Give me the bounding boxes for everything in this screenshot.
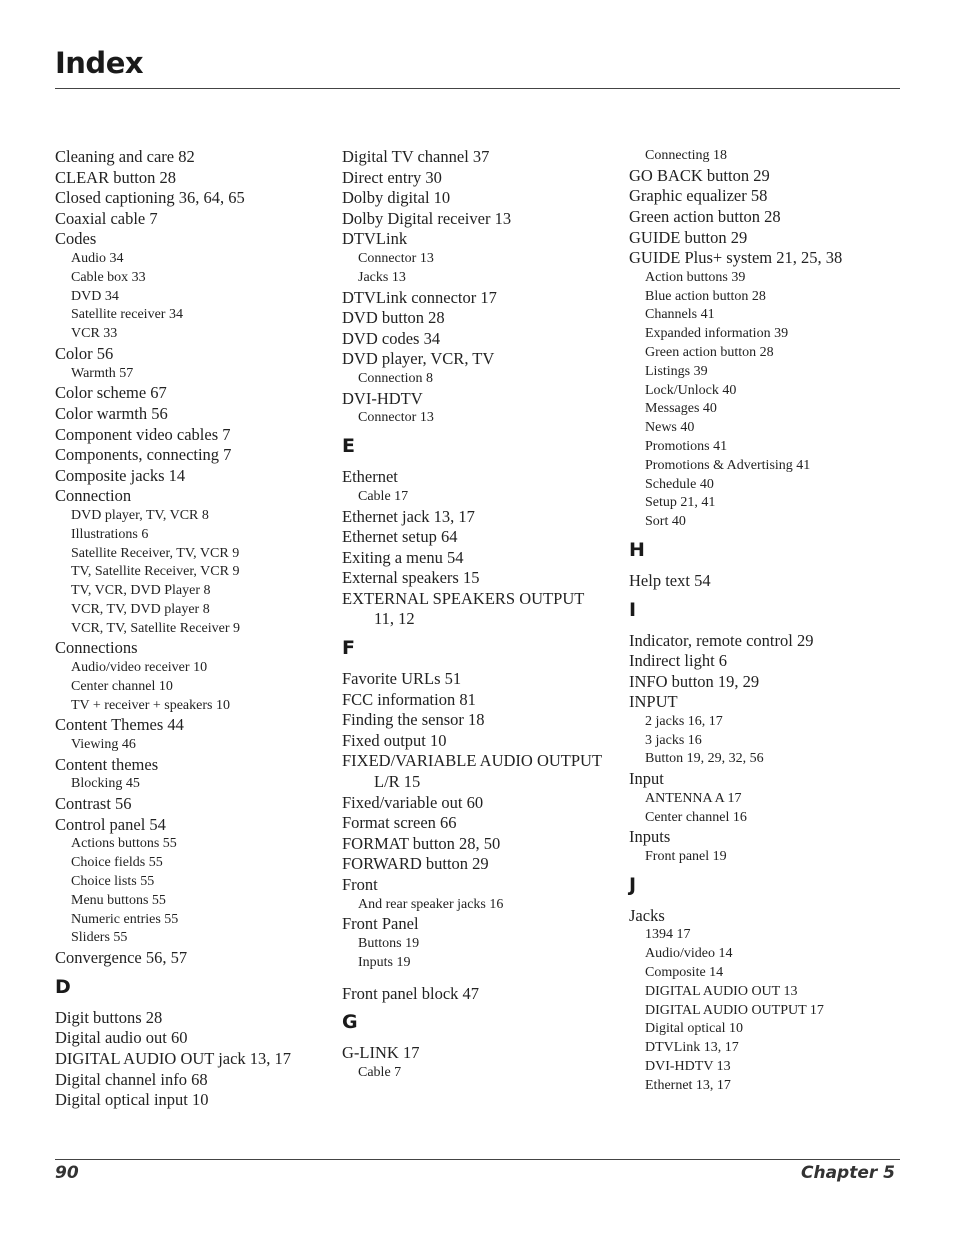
index-subentry: Messages 40 — [645, 401, 717, 417]
index-entry: FORWARD button 29 — [342, 854, 489, 874]
index-entry: Digital TV channel 37 — [342, 147, 490, 166]
index-subentry: Cable 17 — [358, 488, 409, 504]
index-entry: Ethernet — [342, 467, 398, 487]
index-entry: INFO button 19, 29 — [629, 671, 760, 691]
index-subentry: VCR 33 — [71, 326, 118, 342]
index-subentry: VCR, TV, Satellite Receiver 9 — [71, 620, 241, 636]
index-subentry: Center channel 10 — [71, 678, 173, 694]
index-entry: Dolby digital 10 — [342, 188, 451, 208]
index-entry: Format screen 66 — [342, 813, 457, 833]
index-subentry: DIGITAL AUDIO OUT 13 — [645, 983, 798, 999]
index-subentry: DVD 34 — [71, 288, 119, 304]
index-entry: FCC information 81 — [342, 689, 476, 709]
index-column-2 — [342, 147, 624, 1083]
index-entry: Content themes — [55, 754, 159, 774]
section-letter: E — [342, 435, 355, 458]
section-letter: H — [629, 538, 645, 561]
index-subentry: TV, Satellite Receiver, VCR 9 — [71, 564, 240, 580]
index-entry: EXTERNAL SPEAKERS OUTPUT — [342, 588, 585, 608]
index-entry: GUIDE button 29 — [629, 227, 748, 247]
index-entry: Digital optical input 10 — [55, 1090, 209, 1110]
index-entry: Inputs — [629, 827, 671, 847]
index-entry: Content Themes 44 — [55, 715, 184, 735]
index-subentry: Viewing 46 — [71, 737, 136, 753]
index-subentry: Connector 13 — [358, 250, 434, 266]
index-entry: DTVLink connector 17 — [342, 287, 497, 307]
index-entry: Green action button 28 — [629, 206, 781, 226]
index-subentry: Choice lists 55 — [71, 874, 155, 890]
index-entry: Indicator, remote control 29 — [629, 630, 814, 650]
index-subentry: Numeric entries 55 — [71, 911, 179, 927]
index-entry: Help text 54 — [629, 570, 711, 590]
index-subentry: Audio/video 14 — [645, 946, 733, 962]
index-subentry: Front panel 19 — [645, 849, 727, 865]
index-subentry: Channels 41 — [645, 307, 715, 323]
index-subentry: Audio 34 — [71, 250, 124, 266]
index-subentry: Cable 7 — [358, 1064, 402, 1080]
index-entry: Input — [629, 769, 664, 789]
index-entry: Coaxial cable 7 — [55, 208, 158, 228]
index-entry: Front panel block 47 — [342, 983, 480, 1003]
index-entry: Component video cables 7 — [55, 424, 231, 444]
index-entry: Indirect light 6 — [629, 651, 728, 671]
index-subentry: And rear speaker jacks 16 — [358, 896, 504, 912]
index-subentry: Blue action button 28 — [645, 288, 766, 304]
index-entry: Composite jacks 14 — [55, 465, 186, 485]
index-entry: External speakers 15 — [342, 568, 480, 588]
section-letter: F — [342, 637, 355, 660]
index-subentry: Inputs 19 — [358, 954, 411, 970]
index-entry: GUIDE Plus+ system 21, 25, 38 — [629, 248, 843, 268]
index-entry: Fixed output 10 — [342, 730, 447, 750]
index-subentry: Listings 39 — [645, 363, 708, 379]
index-subentry: Warmth 57 — [71, 365, 134, 381]
index-entry: FIXED/VARIABLE AUDIO OUTPUT — [342, 751, 603, 771]
index-subentry: Promotions 41 — [645, 438, 728, 454]
index-subentry: Satellite receiver 34 — [71, 307, 183, 323]
index-subentry: DVI-HDTV 13 — [645, 1059, 731, 1075]
index-entry: Control panel 54 — [55, 814, 166, 834]
section-letter: D — [55, 975, 71, 998]
index-entry: Ethernet jack 13, 17 — [342, 506, 475, 526]
index-entry: Dolby Digital receiver 13 — [342, 208, 512, 228]
index-entry: CLEAR button 28 — [55, 167, 177, 187]
index-subentry: Sliders 55 — [71, 930, 128, 946]
index-subentry: Composite 14 — [645, 965, 724, 981]
index-subentry: Center channel 16 — [645, 809, 747, 825]
index-subentry: ANTENNA A 17 — [645, 790, 742, 806]
index-column-3 — [629, 147, 911, 1096]
index-entry-continuation: 11, 12 — [374, 609, 415, 629]
index-subentry: Illustrations 6 — [71, 526, 149, 542]
index-subentry: Connector 13 — [358, 410, 434, 426]
index-subentry: Jacks 13 — [358, 269, 406, 285]
index-entry: DIGITAL AUDIO OUT jack 13, 17 — [55, 1049, 292, 1068]
index-entry: Color scheme 67 — [55, 383, 167, 403]
index-entry: Direct entry 30 — [342, 167, 442, 187]
index-entry-continuation: L/R 15 — [374, 772, 421, 792]
index-subentry: Cable box 33 — [71, 269, 146, 285]
index-entry: DTVLink — [342, 229, 408, 249]
index-subentry: Promotions & Advertising 41 — [645, 457, 811, 473]
index-subentry: Blocking 45 — [71, 776, 140, 792]
index-subentry: Lock/Unlock 40 — [645, 382, 737, 398]
index-subentry: TV + receiver + speakers 10 — [71, 697, 230, 713]
index-subentry: Action buttons 39 — [645, 269, 746, 285]
index-subentry: Satellite Receiver, TV, VCR 9 — [71, 545, 240, 561]
index-entry: FORMAT button 28, 50 — [342, 833, 501, 853]
index-subentry: Buttons 19 — [358, 936, 420, 951]
spacer — [342, 973, 624, 984]
index-entry: Favorite URLs 51 — [342, 669, 462, 689]
index-subentry: Digital optical 10 — [645, 1021, 743, 1037]
footer-rule — [55, 1159, 900, 1160]
index-entry: Jacks — [629, 905, 665, 925]
index-entry: DVD player, VCR, TV — [342, 349, 495, 369]
index-subentry: Menu buttons 55 — [71, 892, 166, 908]
index-entry: Ethernet setup 64 — [342, 527, 458, 547]
index-subentry: Connecting 18 — [645, 148, 728, 163]
page-number: 90 — [55, 1163, 79, 1183]
header-rule — [55, 88, 900, 89]
index-entry: Connections — [55, 638, 138, 658]
index-entry: Color warmth 56 — [55, 403, 168, 423]
index-entry: Cleaning and care 82 — [55, 147, 195, 166]
index-subentry: TV, VCR, DVD Player 8 — [71, 583, 211, 599]
index-subentry: Sort 40 — [645, 514, 686, 530]
index-entry: Front Panel — [342, 914, 419, 934]
index-entry: DVD codes 34 — [342, 328, 441, 348]
index-entry: G-LINK 17 — [342, 1043, 420, 1063]
index-entry: Components, connecting 7 — [55, 445, 232, 465]
index-entry: DVI-HDTV — [342, 388, 423, 408]
index-entry: Fixed/variable out 60 — [342, 792, 484, 812]
index-subentry: Connection 8 — [358, 370, 434, 386]
index-entry: GO BACK button 29 — [629, 165, 770, 185]
index-subentry: VCR, TV, DVD player 8 — [71, 601, 210, 617]
index-entry: Front — [342, 875, 378, 895]
index-subentry: Ethernet 13, 17 — [645, 1077, 731, 1093]
index-entry: Color 56 — [55, 343, 114, 363]
index-subentry: 2 jacks 16, 17 — [645, 713, 723, 729]
index-entry: Digital audio out 60 — [55, 1028, 188, 1048]
index-entry: Graphic equalizer 58 — [629, 186, 768, 206]
index-entry: Finding the sensor 18 — [342, 710, 485, 730]
index-subentry: DIGITAL AUDIO OUTPUT 17 — [645, 1002, 824, 1018]
index-entry: Codes — [55, 229, 97, 249]
index-subentry: Green action button 28 — [645, 344, 774, 360]
index-subentry: Setup 21, 41 — [645, 495, 716, 511]
index-subentry: Expanded information 39 — [645, 326, 789, 342]
index-subentry: DVD player, TV, VCR 8 — [71, 507, 209, 523]
section-letter: I — [629, 598, 637, 621]
page-title: Index — [55, 46, 144, 80]
index-column-1 — [55, 147, 337, 1111]
index-entry: Closed captioning 36, 64, 65 — [55, 188, 245, 208]
index-entry: Convergence 56, 57 — [55, 948, 188, 968]
index-subentry: Choice fields 55 — [71, 855, 163, 871]
chapter-label: Chapter 5 — [800, 1163, 895, 1183]
index-entry: DVD button 28 — [342, 308, 445, 328]
index-entry: Contrast 56 — [55, 794, 132, 814]
index-subentry: 3 jacks 16 — [645, 732, 702, 748]
index-entry: Connection — [55, 486, 132, 506]
index-subentry: News 40 — [645, 420, 695, 436]
section-letter: J — [629, 873, 637, 896]
index-subentry: 1394 17 — [645, 927, 691, 943]
index-entry: Exiting a menu 54 — [342, 547, 464, 567]
index-subentry: DTVLink 13, 17 — [645, 1040, 739, 1056]
index-entry: Digit buttons 28 — [55, 1007, 163, 1027]
index-entry: Digital channel info 68 — [55, 1069, 208, 1089]
index-entry: INPUT — [629, 692, 678, 712]
index-subentry: Actions buttons 55 — [71, 836, 177, 852]
index-subentry: Audio/video receiver 10 — [71, 660, 208, 676]
section-letter: G — [342, 1011, 358, 1034]
index-subentry: Schedule 40 — [645, 476, 714, 492]
index-subentry: Button 19, 29, 32, 56 — [645, 751, 764, 767]
